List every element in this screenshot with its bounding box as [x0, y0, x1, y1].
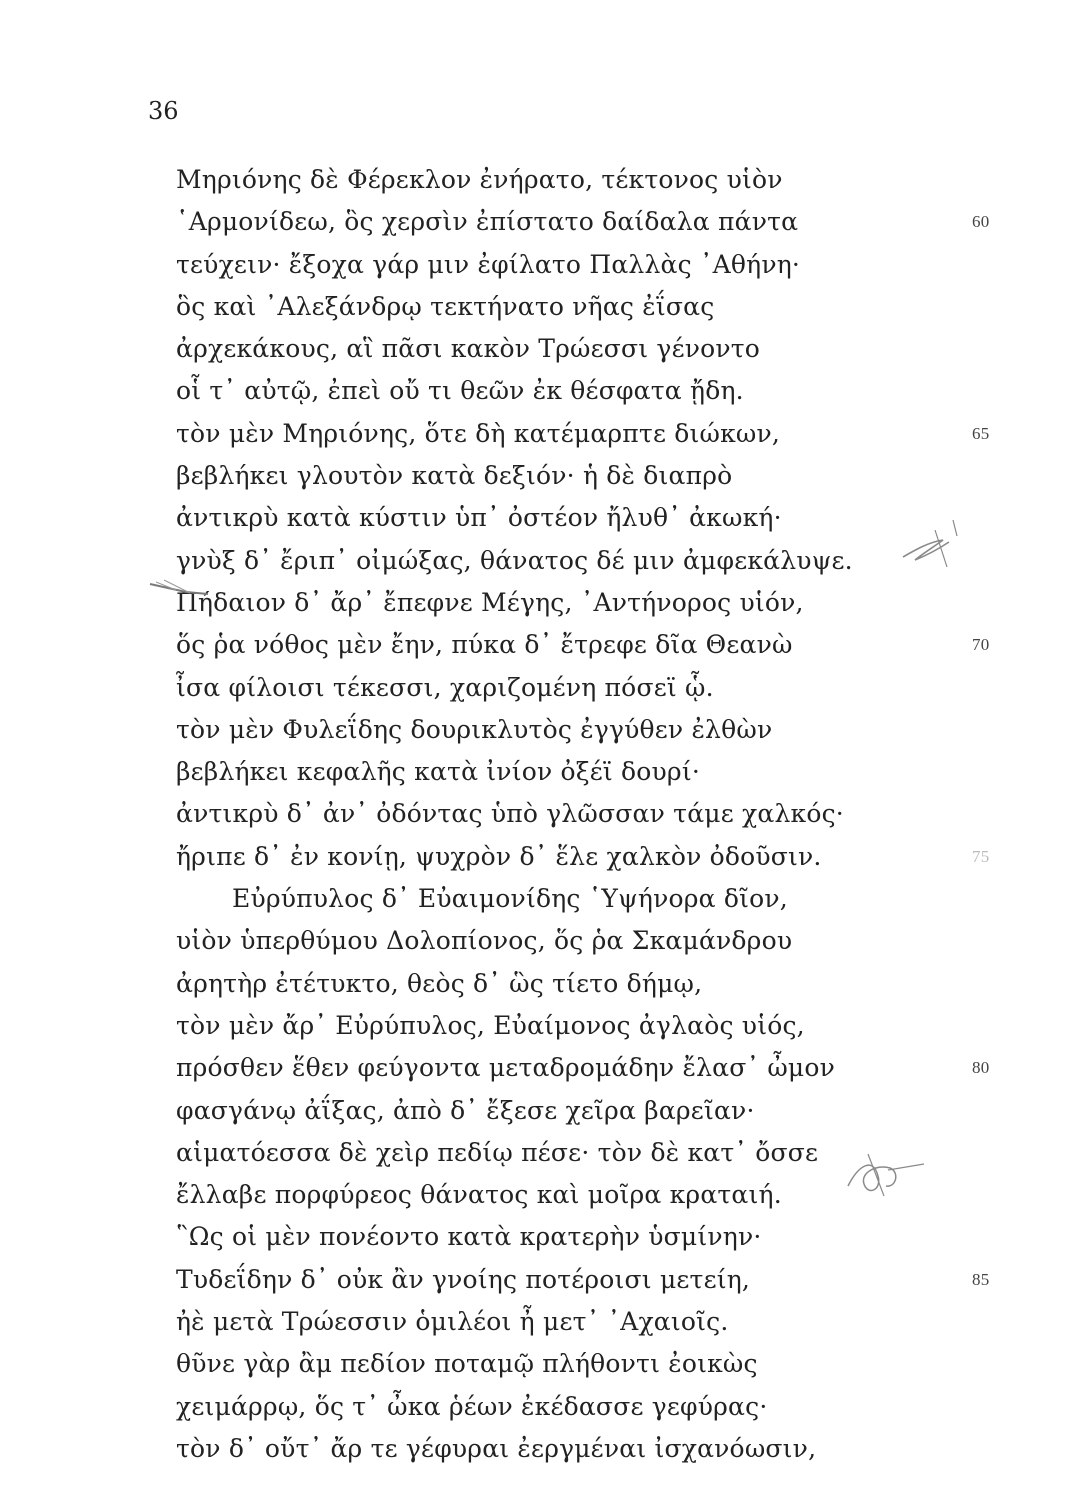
verse-text: ἀρχεκάκους, αἳ πᾶσι κακὸν Τρώεσσι γένοντο: [176, 334, 761, 364]
verse-text: Τυδεΐδην δ᾿ οὐκ ἂν γνοίης ποτέροισι μετείη,: [176, 1264, 751, 1294]
verse-line: [176, 667, 956, 709]
pencil-scribble-icon: [838, 1146, 928, 1206]
verse-line: [176, 1216, 956, 1258]
verse-text: βεβλήκει κεφαλῆς κατὰ ἰνίον ὀξέϊ δουρί·: [176, 757, 700, 787]
verse-line: [176, 751, 956, 793]
verse-line: [176, 328, 956, 370]
verse-line: [176, 540, 956, 582]
line-number: 75: [972, 846, 990, 866]
verse-line: [176, 1259, 990, 1301]
verse-text: ἶσα φίλοισι τέκεσσι, χαριζομένη πόσεϊ ᾧ.: [176, 672, 714, 702]
verse-block: [176, 159, 990, 1470]
verse-line: [176, 624, 990, 666]
verse-text: ἔλλαβε πορφύρεος θάνατος καὶ μοῖρα κραταιή.: [176, 1180, 782, 1210]
line-number: 80: [972, 1058, 990, 1078]
verse-text: χειμάρρῳ, ὅς τ᾿ ὦκα ῥέων ἐκέδασσε γεφύρας·: [176, 1391, 768, 1421]
line-number: 85: [972, 1269, 990, 1289]
verse-text: φασγάνῳ ἀΐξας, ἀπὸ δ᾿ ἔξεσε χεῖρα βαρεῖαν·: [176, 1095, 755, 1125]
verse-text: αἱματόεσσα δὲ χεὶρ πεδίῳ πέσε· τὸν δὲ κατ᾿ ὄσσε: [176, 1137, 819, 1167]
verse-line: [176, 1047, 990, 1089]
verse-text: ἠὲ μετὰ Τρώεσσιν ὁμιλέοι ἦ μετ᾿ ᾿Αχαιοῖς.: [176, 1307, 729, 1337]
verse-line: [176, 1301, 956, 1343]
verse-text: Πήδαιον δ᾿ ἄρ᾿ ἔπεφνε Μέγης, ᾿Αντήνορος υἱόν,: [176, 587, 804, 617]
verse-line: [176, 159, 956, 201]
verse-line: [176, 709, 956, 751]
verse-line: [176, 793, 956, 835]
verse-line: [176, 920, 956, 962]
verse-text: Μηριόνης δὲ Φέρεκλον ἐνήρατο, τέκτονος υἱὸν: [176, 165, 783, 194]
verse-line: [176, 836, 990, 878]
verse-text: ἀντικρὺ κατὰ κύστιν ὑπ᾿ ὀστέον ἤλυθ᾿ ἀκωκή·: [176, 503, 782, 533]
verse-line: [176, 963, 956, 1005]
verse-text: ἤριπε δ᾿ ἐν κονίῃ, ψυχρὸν δ᾿ ἕλε χαλκὸν ὀδοῦσιν.: [176, 841, 822, 871]
verse-text: ῾Αρμονίδεω, ὃς χερσὶν ἐπίστατο δαίδαλα πάντα: [176, 207, 799, 237]
verse-text: θῦνε γὰρ ἂμ πεδίον ποταμῷ πλήθοντι ἐοικὼς: [176, 1349, 758, 1379]
verse-line: [176, 1005, 956, 1047]
verse-text: βεβλήκει γλουτὸν κατὰ δεξιόν· ἡ δὲ διαπρὸ: [176, 461, 733, 491]
line-number: 60: [972, 212, 990, 232]
verse-text: υἱὸν ὑπερθύμου Δολοπίονος, ὅς ῥα Σκαμάνδρου: [176, 926, 793, 956]
verse-text: γνὺξ δ᾿ ἔριπ᾿ οἰμώξας, θάνατος δέ μιν ἀμφεκάλυψε.: [176, 545, 853, 575]
verse-line: [176, 878, 956, 920]
verse-line: [176, 244, 956, 286]
verse-text: τὸν μὲν ἄρ᾿ Εὐρύπυλος, Εὐαίμονος ἀγλαὸς υἱός,: [176, 1010, 805, 1040]
verse-line: [176, 582, 956, 624]
verse-text: τὸν μὲν Μηριόνης, ὅτε δὴ κατέμαρπτε διώκων,: [176, 418, 781, 448]
verse-text: ὅς ῥα νόθος μὲν ἔην, πύκα δ᾿ ἔτρεφε δῖα Θεανὼ: [176, 630, 793, 660]
verse-text: ἀντικρὺ δ᾿ ἀν᾿ ὀδόντας ὑπὸ γλῶσσαν τάμε χαλκός·: [176, 799, 844, 829]
verse-line: [176, 413, 990, 455]
verse-text: ἀρητὴρ ἐτέτυκτο, θεὸς δ᾿ ὣς τίετο δήμῳ,: [176, 968, 703, 998]
verse-text: πρόσθεν ἕθεν φεύγοντα μεταδρομάδην ἔλασ᾿ ὦμον: [176, 1053, 836, 1083]
verse-text: ῝Ως οἱ μὲν πονέοντο κατὰ κρατερὴν ὑσμίνην·: [176, 1222, 762, 1252]
verse-line: [176, 1428, 956, 1470]
verse-line: [176, 455, 956, 497]
verse-line: [176, 497, 956, 539]
verse-line: [176, 1090, 956, 1132]
verse-line: [176, 370, 956, 412]
line-number: 70: [972, 635, 990, 655]
verse-text: τεύχειν· ἔξοχα γάρ μιν ἐφίλατο Παλλὰς ᾿Αθήνη·: [176, 249, 801, 279]
verse-line: [176, 201, 990, 243]
line-number: 65: [972, 423, 990, 443]
verse-text: οἷ τ᾿ αὐτῷ, ἐπεὶ οὔ τι θεῶν ἐκ θέσφατα ᾔδη.: [176, 376, 744, 406]
verse-line: [176, 286, 956, 328]
pencil-mark-icon: [895, 512, 965, 572]
verse-text: τὸν μὲν Φυλεΐδης δουρικλυτὸς ἐγγύθεν ἐλθὼν: [176, 714, 773, 744]
page-number: 36: [148, 97, 179, 125]
verse-line: [176, 1343, 956, 1385]
verse-text: τὸν δ᾿ οὔτ᾿ ἄρ τε γέφυραι ἐεργμέναι ἰσχανόωσιν,: [176, 1433, 817, 1463]
pencil-stroke-icon: [146, 578, 226, 602]
verse-line: [176, 1386, 956, 1428]
verse-text: ὃς καὶ ᾿Αλεξάνδρῳ τεκτήνατο νῆας ἐΐσας: [176, 291, 715, 321]
verse-text: Εὐρύπυλος δ᾿ Εὐαιμονίδης ῾Υψήνορα δῖον,: [232, 884, 788, 914]
